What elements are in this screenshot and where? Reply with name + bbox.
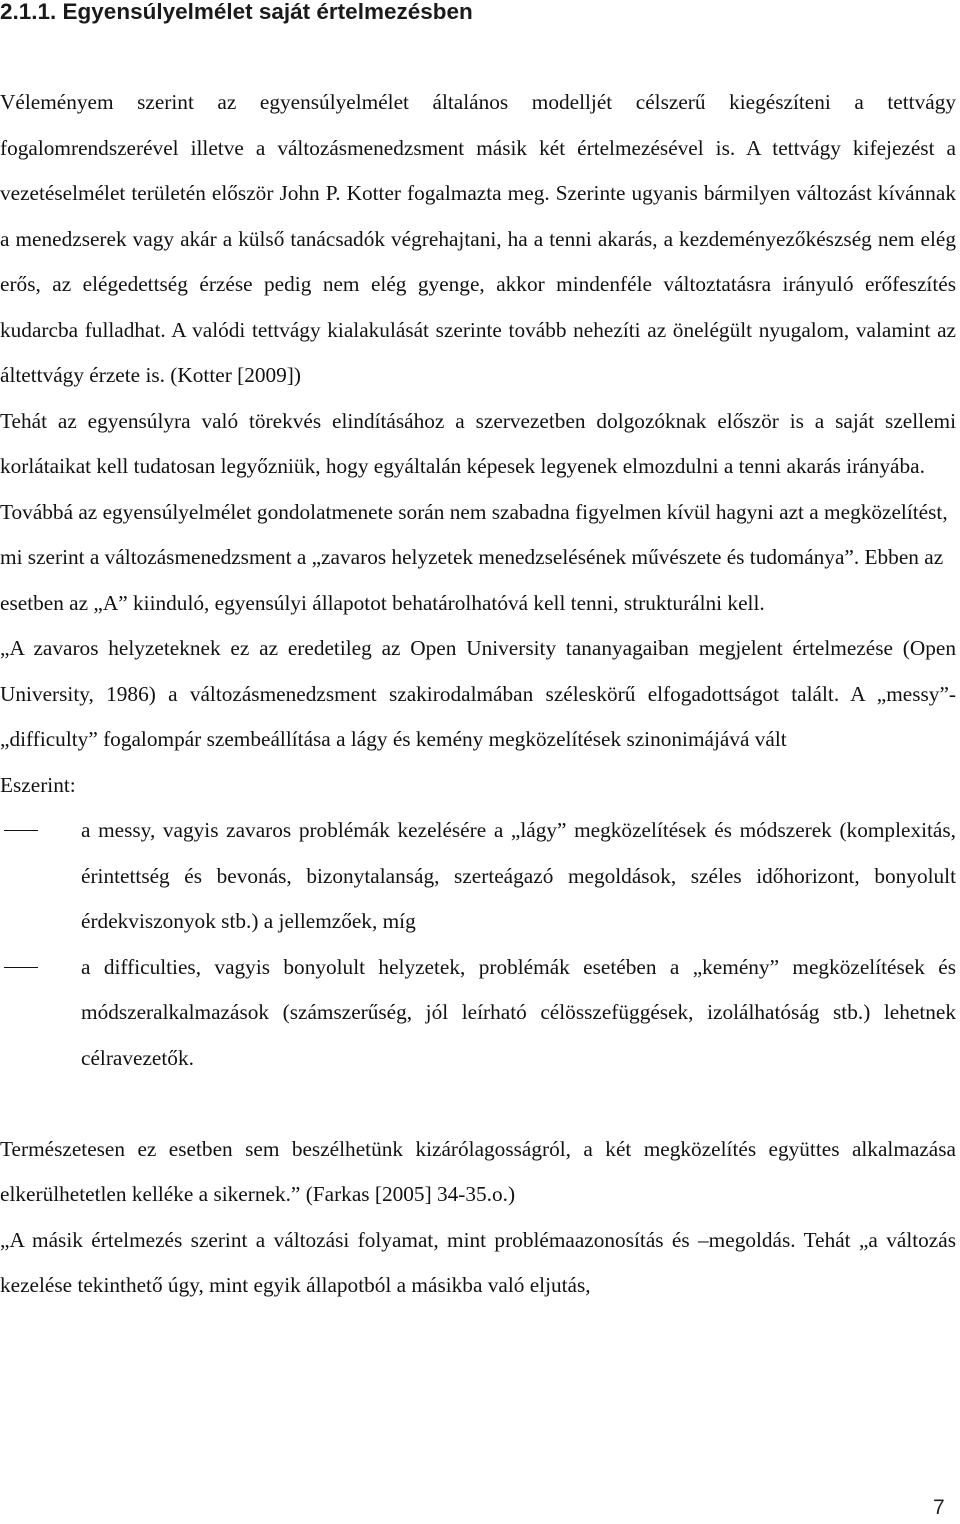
paragraph-open-university: „A zavaros helyzeteknek ez az eredetileg az Open University tananyagaiban megjelent értelmezése (Open University, 1986) a változásmenedzsment szakirodalmában széleskörű elfogadottságot talált. A „messy”-„difficulty” fogalompár szembeállítása a lágy és kemény megközelítések szinonimájává vált [0, 636, 956, 751]
list-item-messy-text: a messy, vagyis zavaros problémák kezelésére a „lágy” megközelítések és módszerek (komplexitás, érintettség és bevonás, bizonytalanság, szerteágazó megoldások, széles időhorizont, bonyolult érdekviszonyok stb.) a jellemzőek, míg [81, 818, 956, 933]
dash-bullet-icon [4, 967, 38, 968]
paragraph-tettvagy: Véleményem szerint az egyensúlyelmélet általános modelljét célszerű kiegészíteni a tettvágy fogalomrendszerével illetve a változásmenedzsment másik két értelmezésével is. A tettvágy kifejezést a vezetéselmélet területén először John P. Kotter fogalmazta meg. Szerinte ugyanis bármilyen változást kívánnak a menedzserek vagy akár a külső tanácsadók végrehajtani, ha a tenni akarás, a kezdeményezőkészség nem elég erős, az elégedettség érzése pedig nem elég gyenge, akkor mindenféle változtatásra irányuló erőfeszítés kudarcba fulladhat. A valódi tettvágy kialakulását szerinte tovább nehezíti az önelégült nyugalom, valamint az áltettvágy érzete is. (Kotter [2009]) [0, 90, 956, 387]
paragraph-zavaros-helyzetek: Továbbá az egyensúlyelmélet gondolatmenete során nem szabadna figyelmen kívül hagyni azt a megközelítést, mi szerint a változásmenedzsment a „zavaros helyzetek menedzselésének művészete és tudománya”. Ebben az esetben az „A” kiinduló, egyensúlyi állapotot behatárolhatóvá kell tenni, strukturálni kell. [0, 499, 948, 615]
paragraph-eszerint: Eszerint: [0, 772, 76, 797]
section-heading: 2.1.1. Egyensúlyelmélet saját értelmezésben [0, 0, 473, 24]
paragraph-masik-ertelmezes: „A másik értelmezés szerint a változási folyamat, mint problémaazonosítás és –megoldás. Tehát „a változás kezelése tekinthető úgy, mint egyik állapotból a másikba való eljutás, [0, 1227, 956, 1297]
paragraph-spacer [0, 1081, 956, 1127]
paragraph-termeszetesen: Természetesen ez esetben sem beszélhetünk kizárólagosságról, a két megközelítés együttes alkalmazása elkerülhetetlen kelléke a sikernek.” (Farkas [2005] 34-35.o.) [0, 1136, 956, 1206]
list-item-difficulties-text: a difficulties, vagyis bonyolult helyzetek, problémák esetében a „kemény” megközelítések és módszeralkalmazások (számszerűség, jól leírható célösszefüggések, izolálhatóság stb.) lehetnek célravezetők. [81, 954, 956, 1070]
list-item-difficulties [0, 945, 956, 1082]
dash-bullet-icon [4, 830, 38, 831]
list-item-messy [0, 808, 956, 945]
body-text [0, 80, 956, 1309]
paragraph-szellemi-korlatok: Tehát az egyensúlyra való törekvés elindításához a szervezetben dolgozóknak először is a saját szellemi korlátaikat kell tudatosan legyőzniük, hogy egyáltalán képesek legyenek elmozdulni a tenni akarás irányába. [0, 408, 956, 478]
page-number: 7 [933, 1496, 945, 1519]
approach-list [0, 808, 956, 1081]
